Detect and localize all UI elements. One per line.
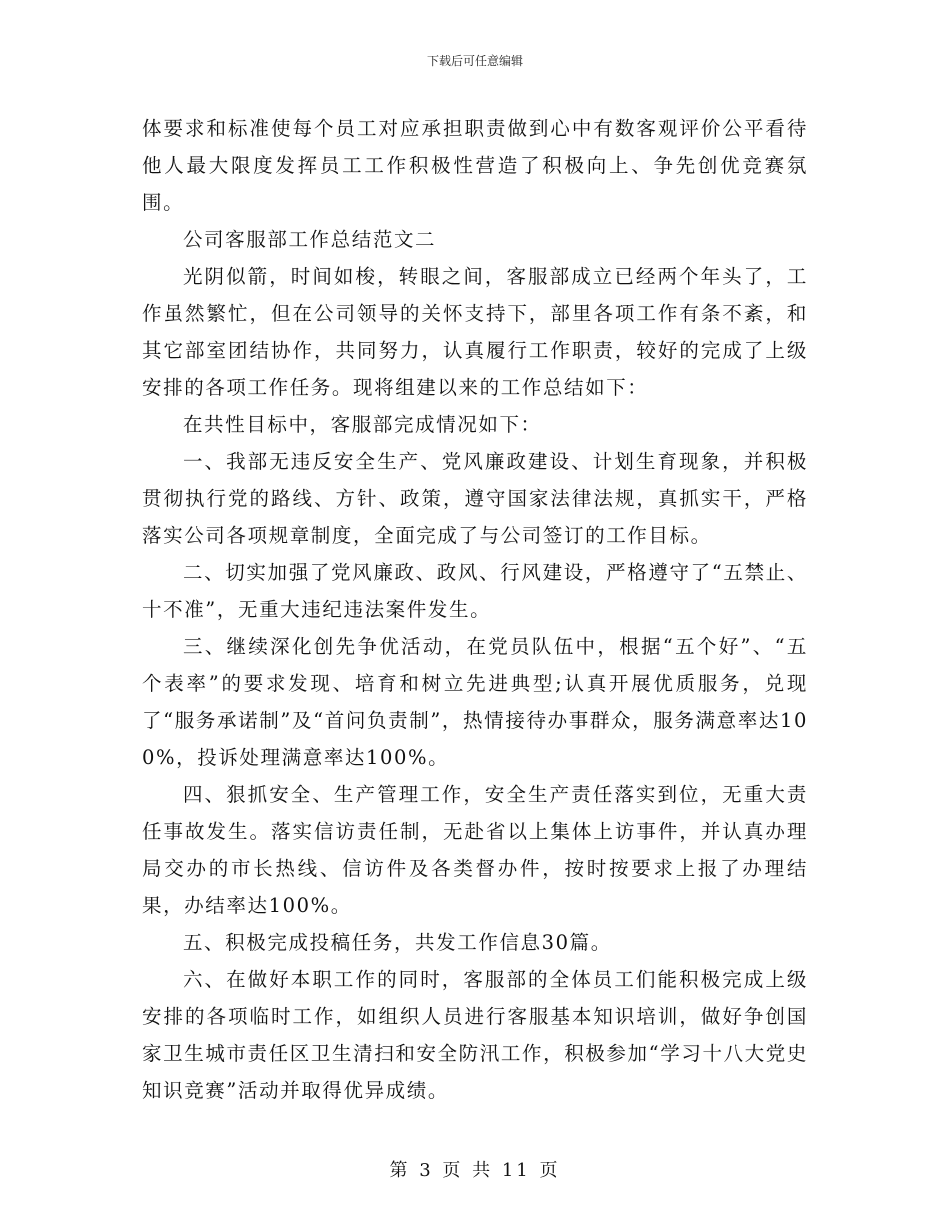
- page-header: 下载后可任意编辑: [426, 54, 523, 68]
- paragraph-item-2: 二、切实加强了党风廉政、政风、行风建设，严格遵守了“五禁止、十不准”，无重大违纪违法案件发生。: [142, 561, 808, 621]
- page-number-footer: 第 3 页 共 11 页: [389, 1160, 561, 1181]
- paragraph-continuation: 体要求和标准使每个员工对应承担职责做到心中有数客观评价公平看待他人最大限度发挥员工工作积极性营造了积极向上、争先创优竞赛氛围。: [142, 117, 808, 214]
- paragraph-item-1: 一、我部无违反安全生产、党风廉政建设、计划生育现象，并积极贯彻执行党的路线、方针、政策，遵守国家法律法规，真抓实干，严格落实公司各项规章制度，全面完成了与公司签订的工作目标。: [142, 450, 808, 547]
- section-title: 公司客服部工作总结范文二: [182, 228, 437, 251]
- paragraph-item-5: 五、积极完成投稿任务，共发工作信息30篇。: [182, 931, 612, 954]
- paragraph-goals-lead: 在共性目标中，客服部完成情况如下：: [182, 413, 542, 436]
- paragraph-item-4: 四、狠抓安全、生产管理工作，安全生产责任落实到位，无重大责任事故发生。落实信访责任制，无赴省以上集体上访事件，并认真办理局交办的市长热线、信访件及各类督办件，按时按要求上报了办理结果，办结率达100%。: [142, 783, 808, 917]
- document-body: [142, 110, 808, 1109]
- paragraph-item-6: 六、在做好本职工作的同时，客服部的全体员工们能积极完成上级安排的各项临时工作，如组织人员进行客服基本知识培训，做好争创国家卫生城市责任区卫生清扫和安全防汛工作，积极参加“学习十八大党史知识竞赛”活动并取得优异成绩。: [142, 968, 808, 1102]
- paragraph-item-3: 三、继续深化创先争优活动，在党员队伍中，根据“五个好”、“五个表率”的要求发现、培育和树立先进典型;认真开展优质服务，兑现了“服务承诺制”及“首问负责制”，热情接待办事群众，服务满意率达100%，投诉处理满意率达100%。: [142, 635, 808, 769]
- paragraph-intro: 光阴似箭，时间如梭，转眼之间，客服部成立已经两个年头了，工作虽然繁忙，但在公司领导的关怀支持下，部里各项工作有条不紊，和其它部室团结协作，共同努力，认真履行工作职责，较好的完成了上级安排的各项工作任务。现将组建以来的工作总结如下：: [142, 265, 808, 399]
